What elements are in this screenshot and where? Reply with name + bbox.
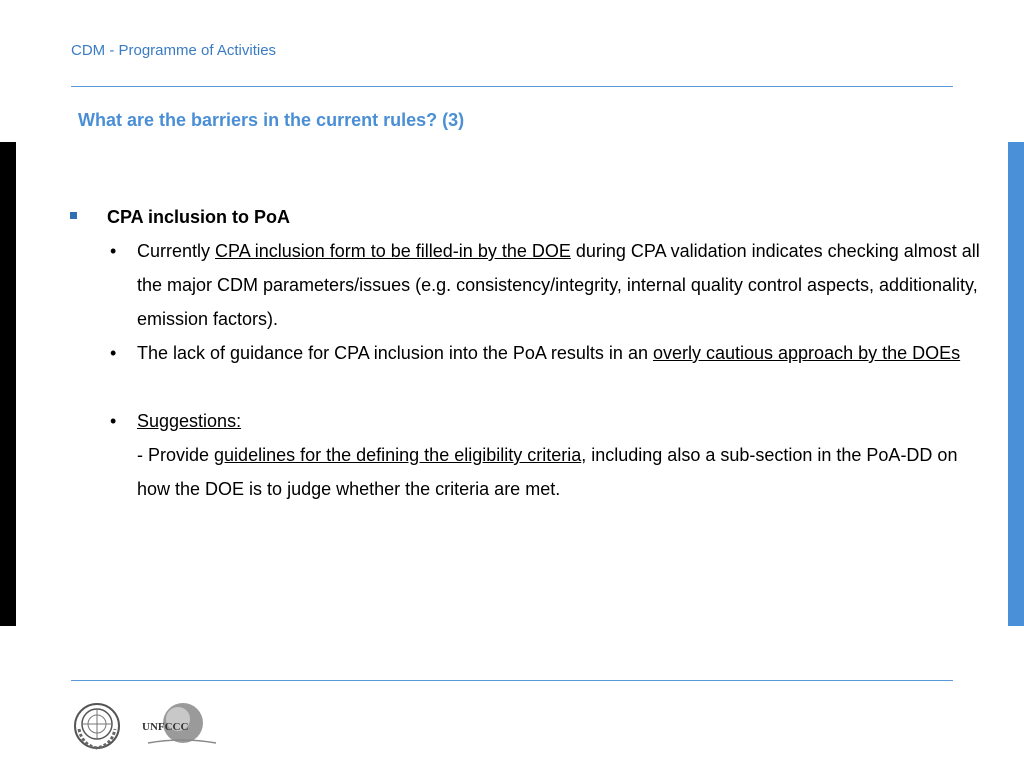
footer-logos xyxy=(70,699,220,753)
section-heading-text: CPA inclusion to PoA xyxy=(107,207,290,227)
bullet-dot-icon: • xyxy=(110,343,117,363)
footer-divider xyxy=(71,680,953,681)
header-title: CDM - Programme of Activities xyxy=(71,42,277,59)
suggestion-text-pre: - Provide xyxy=(137,445,215,465)
suggestion-text xyxy=(70,438,990,506)
bullet-text-underlined: CPA inclusion form to be filled-in by the DOE xyxy=(215,241,571,261)
bullet-item xyxy=(70,234,990,336)
bullet-text-underlined: overly cautious approach by the DOEs xyxy=(652,343,961,363)
bullet-text-post: during CPA validation indicates checking almost all the major CDM parameters/issues (e.g. consistency/integrity, internal quality control aspects, additionality, emission factors). xyxy=(137,241,980,329)
un-emblem-icon xyxy=(75,704,119,748)
bullet-text-pre: The lack of guidance for CPA inclusion into the PoA results in an xyxy=(137,343,653,363)
right-accent-bar xyxy=(1008,142,1024,626)
slide-content xyxy=(70,200,990,506)
suggestion-text-post: , including also a sub-section in the PoA-DD on how the DOE is to judge whether the criteria are met. xyxy=(137,445,958,499)
suggestions-label: Suggestions: xyxy=(137,411,242,431)
bullet-item-suggestions xyxy=(70,404,990,438)
header-divider xyxy=(71,86,953,87)
bullet-text-pre: Currently xyxy=(137,241,216,261)
bullet-dot-icon: • xyxy=(110,411,117,431)
spacer xyxy=(70,370,990,404)
suggestion-text-underlined: guidelines for the defining the eligibility criteria xyxy=(214,445,582,465)
unfccc-logo-text: UNFCCC xyxy=(142,721,189,733)
bullet-dot-icon: • xyxy=(110,241,117,261)
bullet-item xyxy=(70,336,990,370)
square-bullet-icon xyxy=(70,212,77,219)
slide-title: What are the barriers in the current rules? (3) xyxy=(78,110,465,130)
left-accent-bar xyxy=(0,142,16,626)
unfccc-logo-icon xyxy=(142,703,216,743)
section-heading xyxy=(70,200,990,234)
